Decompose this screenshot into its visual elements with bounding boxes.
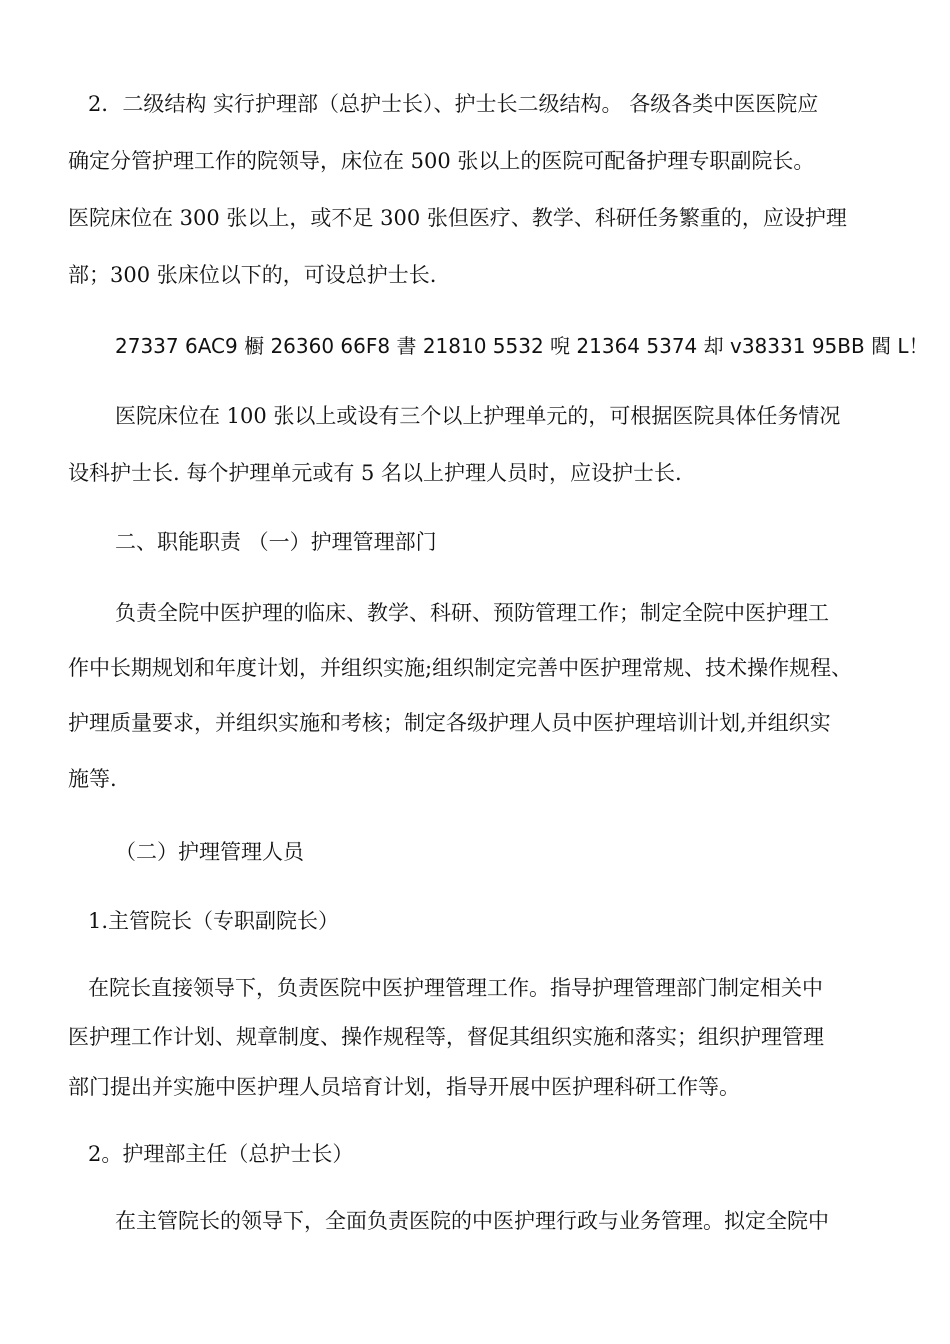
paragraph-line: 部；300 张床位以下的，可设总护士长. [68, 263, 437, 287]
paragraph-line: 医护理工作计划、规章制度、操作规程等，督促其组织实施和落实；组织护理管理 [68, 1025, 824, 1049]
code-line: 27337 6AC9 櫉 26360 66F8 書 21810 5532 唲 21364 5374 却 v38331 95BB 閻 L！ [115, 334, 929, 358]
paragraph-line: 确定分管护理工作的院领导，床位在 500 张以上的医院可配备护理专职副院长。 [68, 149, 815, 173]
item-heading: 2。护理部主任（总护士长） [88, 1142, 354, 1166]
paragraph-line: 在院长直接领导下，负责医院中医护理管理工作。指导护理管理部门制定相关中 [88, 976, 823, 1000]
paragraph-line: 护理质量要求，并组织实施和考核；制定各级护理人员中医护理培训计划,并组织实 [68, 711, 831, 735]
paragraph-line: 2．二级结构 实行护理部（总护士长）、护士长二级结构。 各级各类中医医院应 [88, 92, 819, 116]
paragraph-line: 施等. [68, 767, 117, 791]
paragraph-line: 作中长期规划和年度计划，并组织实施;组织制定完善中医护理常规、技术操作规程、 [68, 656, 853, 680]
paragraph-line: 医院床位在 100 张以上或设有三个以上护理单元的，可根据医院具体任务情况 [115, 404, 841, 428]
paragraph-line: 在主管院长的领导下，全面负责医院的中医护理行政与业务管理。拟定全院中 [115, 1209, 829, 1233]
subsection-heading: （二）护理管理人员 [115, 840, 304, 864]
paragraph-line: 医院床位在 300 张以上，或不足 300 张但医疗、教学、科研任务繁重的，应设护理 [68, 206, 847, 230]
paragraph-line: 部门提出并实施中医护理人员培育计划，指导开展中医护理科研工作等。 [68, 1075, 740, 1099]
paragraph-line: 设科护士长. 每个护理单元或有 5 名以上护理人员时，应设护士长. [68, 461, 682, 485]
section-heading: 二、职能职责 （一）护理管理部门 [115, 530, 437, 554]
item-heading: 1.主管院长（专职副院长） [88, 909, 340, 933]
paragraph-line: 负责全院中医护理的临床、教学、科研、预防管理工作；制定全院中医护理工 [115, 601, 829, 625]
